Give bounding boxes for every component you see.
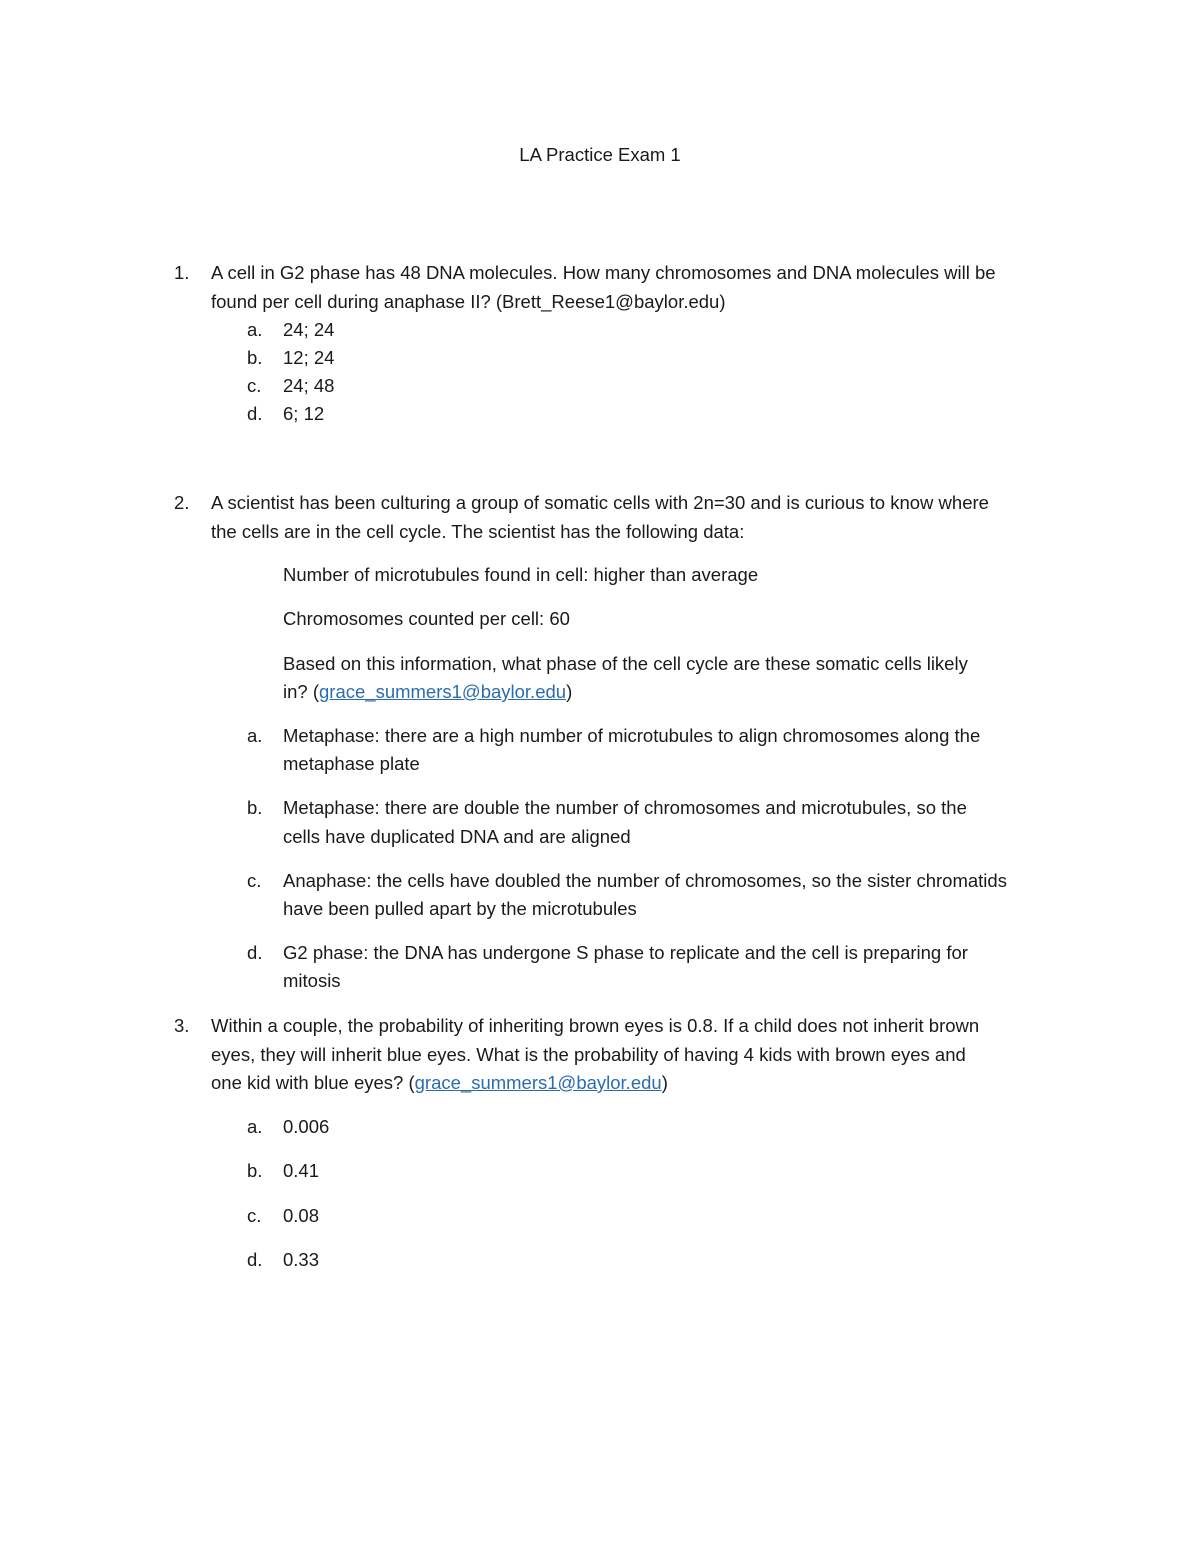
email-link[interactable]: grace_summers1@baylor.edu (414, 1072, 662, 1093)
option-text: mitosis (283, 970, 341, 991)
option-letter: d. (247, 942, 263, 963)
question-text-line (211, 1069, 668, 1097)
option-letter: c. (247, 1205, 262, 1226)
option-text: 0.33 (283, 1249, 320, 1270)
option-letter: d. (247, 403, 263, 424)
option-text: Anaphase: the cells have doubled the number of chromosomes, so the sister chromatids (283, 870, 1007, 891)
question-number: 2. (174, 492, 190, 513)
question-prefix: one kid with blue eyes? ( (211, 1072, 415, 1093)
option-text: 0.006 (283, 1116, 330, 1137)
question-text-line: found per cell during anaphase II? (Brett_Reese1@baylor.edu) (211, 291, 726, 312)
prompt-suffix: ) (566, 681, 573, 702)
option-text: cells have duplicated DNA and are aligned (283, 826, 631, 847)
option-text: G2 phase: the DNA has undergone S phase to replicate and the cell is preparing for (283, 942, 968, 963)
option-text: Metaphase: there are double the number of chromosomes and microtubules, so the (283, 797, 967, 818)
option-letter: c. (247, 375, 262, 396)
option-letter: c. (247, 870, 262, 891)
option-text: 24; 48 (283, 375, 335, 396)
page-title: LA Practice Exam 1 (519, 144, 681, 165)
option-letter: a. (247, 319, 263, 340)
option-text: 0.41 (283, 1160, 320, 1181)
question-number: 3. (174, 1015, 190, 1036)
question-text-line: Within a couple, the probability of inheriting brown eyes is 0.8. If a child does not inherit brown (211, 1015, 980, 1036)
option-text: Metaphase: there are a high number of microtubules to align chromosomes along the (283, 725, 981, 746)
option-letter: b. (247, 797, 263, 818)
option-text: metaphase plate (283, 753, 420, 774)
question-text-line: A scientist has been culturing a group of somatic cells with 2n=30 and is curious to know where (211, 492, 989, 513)
question-text-line: the cells are in the cell cycle. The scientist has the following data: (211, 521, 745, 542)
question-suffix: ) (661, 1072, 668, 1093)
question-text-line: eyes, they will inherit blue eyes. What is the probability of having 4 kids with brown eyes and (211, 1044, 966, 1065)
option-text: 0.08 (283, 1205, 320, 1226)
question-number: 1. (174, 262, 190, 283)
data-line: Chromosomes counted per cell: 60 (283, 608, 570, 629)
option-text: 12; 24 (283, 347, 335, 368)
prompt-line (283, 678, 572, 706)
email-link[interactable]: grace_summers1@baylor.edu (319, 681, 567, 702)
option-letter: d. (247, 1249, 263, 1270)
option-letter: b. (247, 347, 263, 368)
data-line: Number of microtubules found in cell: higher than average (283, 564, 759, 585)
option-letter: b. (247, 1160, 263, 1181)
question-text-line: A cell in G2 phase has 48 DNA molecules. How many chromosomes and DNA molecules will be (211, 262, 996, 283)
option-letter: a. (247, 725, 263, 746)
prompt-line: Based on this information, what phase of the cell cycle are these somatic cells likely (283, 653, 968, 674)
option-text: 6; 12 (283, 403, 325, 424)
option-letter: a. (247, 1116, 263, 1137)
option-text: have been pulled apart by the microtubules (283, 898, 637, 919)
option-text: 24; 24 (283, 319, 335, 340)
prompt-prefix: in? ( (283, 681, 319, 702)
